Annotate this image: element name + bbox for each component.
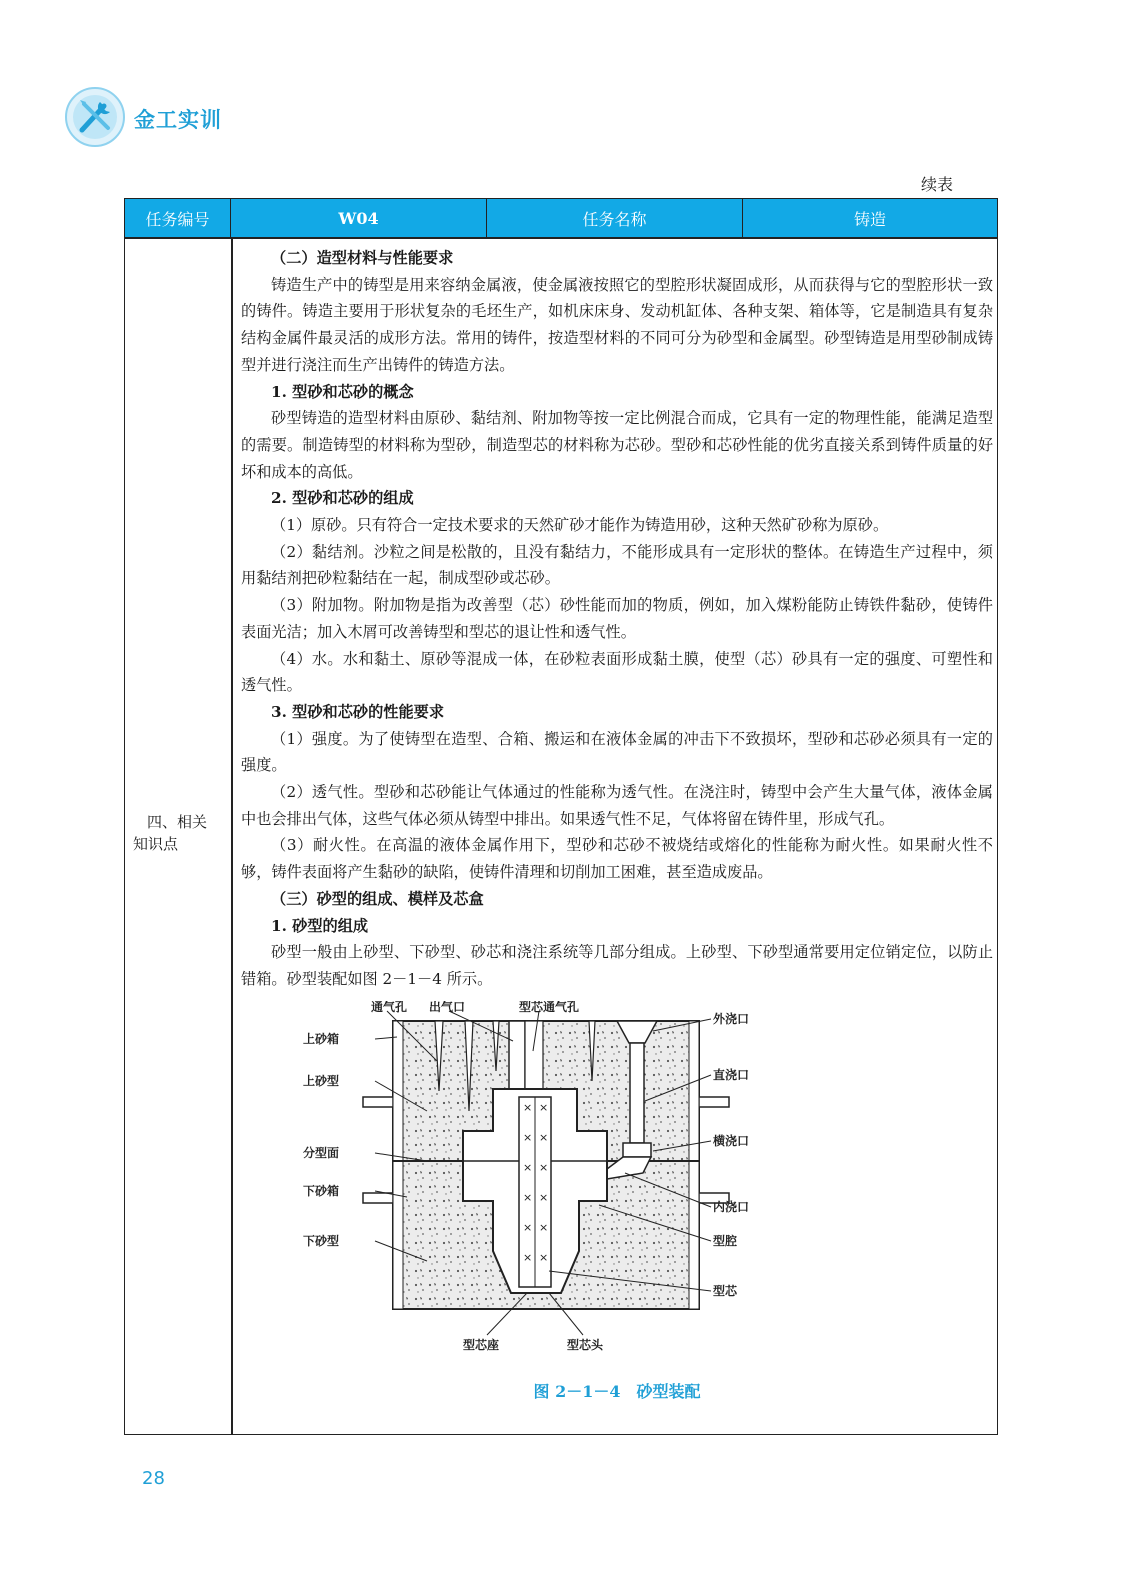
svg-text:×: × bbox=[539, 1160, 549, 1174]
section-heading: 1. 型砂和芯砂的概念 bbox=[271, 382, 414, 401]
label-upper-flask: 上砂箱 bbox=[303, 1031, 340, 1046]
label-lower-mold: 下砂型 bbox=[303, 1233, 340, 1248]
section-heading: 2. 型砂和芯砂的组成 bbox=[271, 489, 414, 508]
figure-caption: 图 2－1－4 砂型装配 bbox=[533, 1381, 701, 1401]
svg-text:×: × bbox=[539, 1220, 549, 1234]
body-paragraph: （3）耐火性。在高温的液体金属作用下，型砂和芯砂不被烧结或熔化的性能称为耐火性。如果耐火性不够，铸件表面将产生黏砂的缺陷，使铸件清理和切削加工困难，甚至造成废品。 bbox=[241, 836, 993, 882]
body-paragraph: 铸造生产中的铸型是用来容纳金属液，使金属液按照它的型腔形状凝固成形，从而获得与它的型腔形状一致的铸件。铸造主要用于形状复杂的毛坯生产，如机床床身、发动机缸体、各种支架、箱体等，它是制造具有复杂结构金属件最灵活的成形方法。常用的铸件，按造型材料的不同可分为砂型和金属型。砂型铸造是用型砂制成铸型并进行浇注而生产出铸件的铸造方法。 bbox=[241, 275, 993, 374]
header-divider bbox=[125, 237, 997, 239]
header-cell-task-no-label: 任务编号 bbox=[125, 199, 231, 237]
svg-text:×: × bbox=[539, 1190, 549, 1204]
svg-text:×: × bbox=[523, 1100, 533, 1114]
book-title: 金工实训 bbox=[134, 108, 222, 132]
label-core: 型芯 bbox=[713, 1283, 738, 1298]
label-riser: 出气口 bbox=[429, 1000, 466, 1014]
body-paragraph: （2）黏结剂。沙粒之间是松散的，且没有黏结力，不能形成具有一定形状的整体。在铸造生产过程中，须用黏结剂把砂粒黏结在一起，制成型砂或芯砂。 bbox=[241, 542, 993, 588]
label-vent-hole: 通气孔 bbox=[371, 1000, 408, 1014]
body-paragraph: 砂型一般由上砂型、下砂型、砂芯和浇注系统等几部分组成。上砂型、下砂型通常要用定位销定位，以防止错箱。砂型装配如图 2－1－4 所示。 bbox=[241, 943, 993, 988]
svg-text:×: × bbox=[523, 1250, 533, 1264]
label-core-print: 型芯头 bbox=[567, 1337, 604, 1352]
label-cavity: 型腔 bbox=[713, 1233, 738, 1248]
sand-mold-diagram bbox=[287, 1001, 897, 1381]
svg-text:×: × bbox=[523, 1160, 533, 1174]
svg-text:×: × bbox=[539, 1250, 549, 1264]
body-paragraph: （1）原砂。只有符合一定技术要求的天然矿砂才能作为铸造用砂，这种天然矿砂称为原砂。 bbox=[271, 516, 889, 535]
sand-mold-figure bbox=[287, 1001, 897, 1381]
body-paragraph: （1）强度。为了使铸型在造型、合箱、搬运和在液体金属的冲击下不致损坏，型砂和芯砂必须具有一定的强度。 bbox=[241, 729, 993, 775]
body-paragraph: 砂型铸造的造型材料由原砂、黏结剂、附加物等按一定比例混合而成，它具有一定的物理性能，能满足造型的需要。制造铸型的材料称为型砂，制造型芯的材料称为芯砂。型砂和芯砂性能的优劣直接关系到铸件质量的好坏和成本的高低。 bbox=[241, 409, 993, 481]
body-paragraph: （4）水。水和黏土、原砂等混成一体，在砂粒表面形成黏土膜，使型（芯）砂具有一定的强度、可塑性和透气性。 bbox=[241, 649, 993, 695]
row-label-line1: 四、相关 bbox=[147, 813, 208, 831]
label-sprue: 直浇口 bbox=[713, 1067, 750, 1082]
header-cell-task-name-label: 任务名称 bbox=[487, 199, 743, 237]
knowledge-content bbox=[241, 245, 993, 1405]
label-lower-flask: 下砂箱 bbox=[303, 1183, 340, 1198]
continuation-label: 续表 bbox=[921, 175, 954, 194]
section-heading: （二）造型材料与性能要求 bbox=[271, 249, 454, 267]
label-upper-mold: 上砂型 bbox=[303, 1073, 340, 1088]
table-header-row bbox=[125, 199, 997, 237]
svg-text:×: × bbox=[523, 1190, 533, 1204]
svg-text:×: × bbox=[523, 1220, 533, 1234]
row-label-line2: 知识点 bbox=[133, 835, 179, 853]
svg-text:×: × bbox=[523, 1130, 533, 1144]
svg-text:×: × bbox=[539, 1130, 549, 1144]
label-core-vent: 型芯通气孔 bbox=[519, 1000, 580, 1014]
header-cell-task-name-value: 铸造 bbox=[743, 199, 997, 237]
label-core-seat: 型芯座 bbox=[463, 1337, 500, 1352]
label-ingate: 内浇口 bbox=[713, 1199, 750, 1214]
body-paragraph: （2）透气性。型砂和芯砂能让气体通过的性能称为透气性。在浇注时，铸型中会产生大量气体，液体金属中也会排出气体，这些气体必须从铸型中排出。如果透气性不足，气体将留在铸件里，形成气孔。 bbox=[241, 783, 993, 828]
section-heading: （三）砂型的组成、模样及芯盒 bbox=[271, 889, 484, 908]
column-divider bbox=[231, 237, 233, 1434]
task-table bbox=[124, 198, 998, 1435]
row-label bbox=[133, 811, 227, 855]
wrench-screwdriver-icon bbox=[64, 86, 126, 148]
page-number: 28 bbox=[142, 1468, 165, 1489]
header-cell-task-no-value: W04 bbox=[231, 199, 487, 237]
section-heading: 1. 砂型的组成 bbox=[271, 916, 369, 935]
label-pouring-cup: 外浇口 bbox=[713, 1011, 750, 1026]
body-paragraph: （3）附加物。附加物是指为改善型（芯）砂性能而加的物质，例如，加入煤粉能防止铸铁件黏砂，使铸件表面光洁；加入木屑可改善铸型和型芯的退让性和透气性。 bbox=[241, 596, 993, 641]
label-runner: 横浇口 bbox=[713, 1133, 750, 1148]
svg-text:×: × bbox=[539, 1100, 549, 1114]
section-heading: 3. 型砂和芯砂的性能要求 bbox=[271, 702, 445, 721]
label-parting-face: 分型面 bbox=[303, 1145, 340, 1160]
paragraph-list bbox=[241, 245, 993, 993]
